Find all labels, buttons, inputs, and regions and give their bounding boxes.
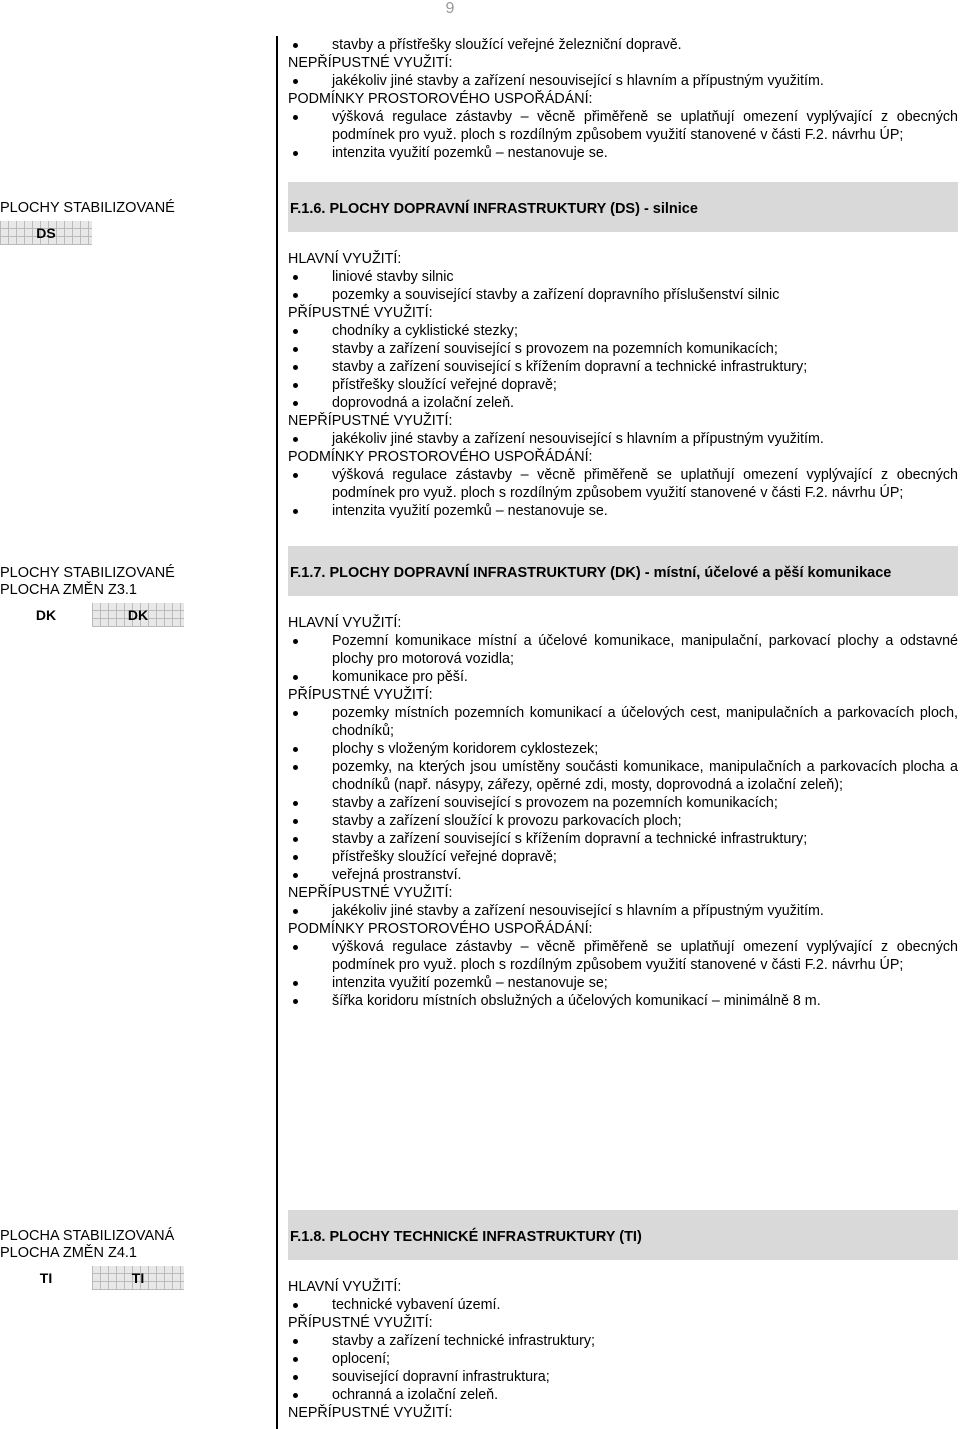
ti-left-line2: PLOCHA ZMĚN Z4.1 <box>0 1245 137 1261</box>
ti-tag-row <box>0 1266 270 1290</box>
list-item: výšková regulace zástavby – věcně přiměřeně se uplatňují omezení vyplývající z obecných podmínek pro využ. ploch s rozdílným způsobem využití stanovené v části F.2. návrhu ÚP; <box>288 466 958 502</box>
top-block <box>288 36 958 162</box>
bullet-list <box>288 36 958 54</box>
list-item: přístřešky sloužící veřejné dopravě; <box>288 848 958 866</box>
ti-label-prip: PŘÍPUSTNÉ VYUŽITÍ: <box>288 1315 433 1331</box>
bullet-list <box>288 322 958 412</box>
dk-label-prip: PŘÍPUSTNÉ VYUŽITÍ: <box>288 687 433 703</box>
ds-label-hlavni: HLAVNÍ VYUŽITÍ: <box>288 251 402 267</box>
list-item: stavby a zařízení související s křížením dopravní a technické infrastruktury; <box>288 358 958 376</box>
ds-left-line1: PLOCHY STABILIZOVANÉ <box>0 200 175 216</box>
ds-content <box>288 182 958 520</box>
list-item: stavby a zařízení sloužící k provozu parkovacích ploch; <box>288 812 958 830</box>
list-item: výšková regulace zástavby – věcně přiměřeně se uplatňují omezení vyplývající z obecných podmínek pro využ. ploch s rozdílným způsobem využití stanovené v části F.2. návrhu ÚP; <box>288 938 958 974</box>
list-item: výšková regulace zástavby – věcně přiměřeně se uplatňují omezení vyplývající z obecných podmínek pro využ. ploch s rozdílným způsobem využití stanovené v části F.2. návrhu ÚP; <box>288 108 958 144</box>
list-item: stavby a zařízení související s provozem na pozemních komunikacích; <box>288 340 958 358</box>
list-item: liniové stavby silnic <box>288 268 958 286</box>
list-item: oplocení; <box>288 1350 958 1368</box>
bullet-list <box>288 938 958 1010</box>
ds-left-label <box>0 200 270 245</box>
dk-tag-stabilized: DK <box>0 603 92 627</box>
bullet-list <box>288 268 958 304</box>
list-item: intenzita využití pozemků – nestanovuje se; <box>288 974 958 992</box>
list-item: chodníky a cyklistické stezky; <box>288 322 958 340</box>
dk-tag-change: DK <box>92 603 184 627</box>
ti-left-label <box>0 1228 270 1290</box>
list-item: ochranná a izolační zeleň. <box>288 1386 958 1404</box>
list-item: plochy s vloženým koridorem cyklostezek; <box>288 740 958 758</box>
ti-tag-change: TI <box>92 1266 184 1290</box>
dk-label-neprip: NEPŘÍPUSTNÉ VYUŽITÍ: <box>288 885 453 901</box>
list-item: přístřešky sloužící veřejné dopravě; <box>288 376 958 394</box>
list-item: komunikace pro pěší. <box>288 668 958 686</box>
ti-left-line1: PLOCHA STABILIZOVANÁ <box>0 1228 175 1244</box>
ds-tag-row <box>0 221 270 245</box>
list-item: pozemky místních pozemních komunikací a účelových cest, manipulačních a parkovacích ploch, chodníků; <box>288 704 958 740</box>
ti-label-hlavni: HLAVNÍ VYUŽITÍ: <box>288 1279 402 1295</box>
page-number: 9 <box>445 0 455 17</box>
list-item: stavby a přístřešky sloužící veřejné železniční dopravě. <box>288 36 958 54</box>
label-podminky: PODMÍNKY PROSTOROVÉHO USPOŘÁDÁNÍ: <box>288 91 593 107</box>
bullet-list <box>288 704 958 884</box>
list-item: jakékoliv jiné stavby a zařízení nesouvisející s hlavním a přípustným využitím. <box>288 902 958 920</box>
bullet-list <box>288 632 958 686</box>
list-item: veřejná prostranství. <box>288 866 958 884</box>
list-item: související dopravní infrastruktura; <box>288 1368 958 1386</box>
list-item: pozemky, na kterých jsou umístěny součásti komunikace, manipulačních a parkovacích plocha a chodníků (např. násypy, zářezy, opěrné zdi, mosty, doprovodná a izolační zeleň); <box>288 758 958 794</box>
bullet-list <box>288 466 958 520</box>
column-divider <box>276 36 278 1429</box>
ds-label-neprip: NEPŘÍPUSTNÉ VYUŽITÍ: <box>288 413 453 429</box>
list-item: stavby a zařízení technické infrastruktury; <box>288 1332 958 1350</box>
bullet-list <box>288 108 958 162</box>
list-item: technické vybavení území. <box>288 1296 958 1314</box>
list-item: stavby a zařízení související s provozem na pozemních komunikacích; <box>288 794 958 812</box>
dk-content <box>288 546 958 1010</box>
ds-heading: F.1.6. PLOCHY DOPRAVNÍ INFRASTRUKTURY (DS) - silnice <box>288 182 958 232</box>
ds-tag: DS <box>0 221 92 245</box>
ti-tag-stabilized: TI <box>0 1266 92 1290</box>
label-neprip: NEPŘÍPUSTNÉ VYUŽITÍ: <box>288 55 453 71</box>
dk-left-line2: PLOCHA ZMĚN Z3.1 <box>0 582 137 598</box>
ti-label-neprip: NEPŘÍPUSTNÉ VYUŽITÍ: <box>288 1405 453 1421</box>
bullet-list <box>288 1296 958 1314</box>
ti-heading: F.1.8. PLOCHY TECHNICKÉ INFRASTRUKTURY (TI) <box>288 1210 958 1260</box>
dk-left-label <box>0 565 270 627</box>
dk-label-podm: PODMÍNKY PROSTOROVÉHO USPOŘÁDÁNÍ: <box>288 921 593 937</box>
list-item: stavby a zařízení související s křížením dopravní a technické infrastruktury; <box>288 830 958 848</box>
ti-content <box>288 1210 958 1422</box>
bullet-list <box>288 430 958 448</box>
dk-heading: F.1.7. PLOCHY DOPRAVNÍ INFRASTRUKTURY (DK) - místní, účelové a pěší komunikace <box>288 546 958 596</box>
bullet-list <box>288 72 958 90</box>
list-item: intenzita využití pozemků – nestanovuje se. <box>288 144 958 162</box>
bullet-list <box>288 902 958 920</box>
list-item: jakékoliv jiné stavby a zařízení nesouvisející s hlavním a přípustným využitím. <box>288 72 958 90</box>
list-item: Pozemní komunikace místní a účelové komunikace, manipulační, parkovací plochy a odstavné plochy pro motorová vozidla; <box>288 632 958 668</box>
dk-tag-row <box>0 603 270 627</box>
ds-label-podm: PODMÍNKY PROSTOROVÉHO USPOŘÁDÁNÍ: <box>288 449 593 465</box>
list-item: doprovodná a izolační zeleň. <box>288 394 958 412</box>
dk-label-hlavni: HLAVNÍ VYUŽITÍ: <box>288 615 402 631</box>
list-item: jakékoliv jiné stavby a zařízení nesouvisející s hlavním a přípustným využitím. <box>288 430 958 448</box>
list-item: intenzita využití pozemků – nestanovuje se. <box>288 502 958 520</box>
bullet-list <box>288 1332 958 1404</box>
list-item: pozemky a související stavby a zařízení dopravního příslušenství silnic <box>288 286 958 304</box>
ds-label-prip: PŘÍPUSTNÉ VYUŽITÍ: <box>288 305 433 321</box>
list-item: šířka koridoru místních obslužných a účelových komunikací – minimálně 8 m. <box>288 992 958 1010</box>
dk-left-line1: PLOCHY STABILIZOVANÉ <box>0 565 175 581</box>
